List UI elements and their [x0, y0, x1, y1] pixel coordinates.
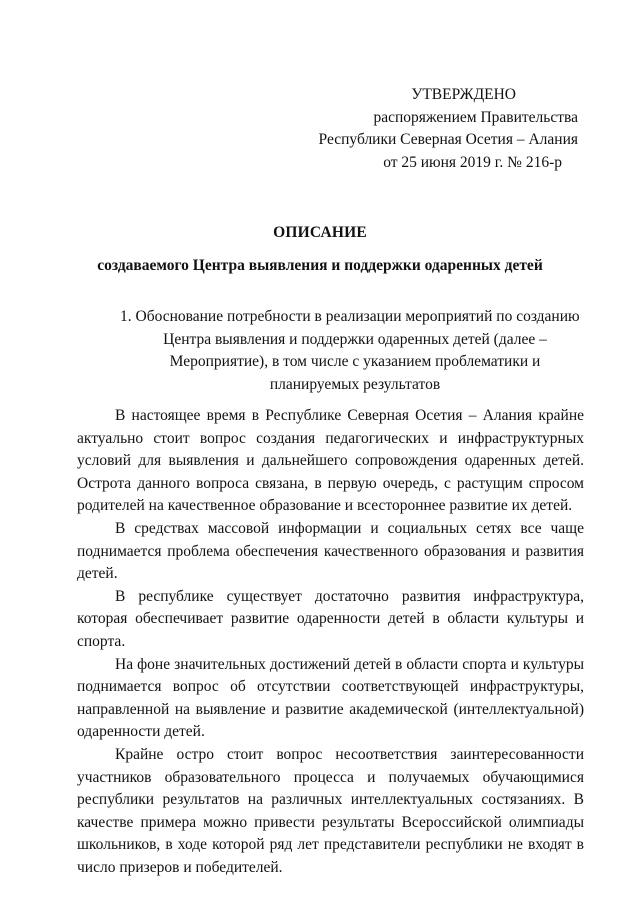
section-heading-line: Мероприятие), в том числе с указанием проблематики и — [169, 353, 541, 370]
section-heading-line: Центра выявления и поддержки одаренных детей (далее – — [163, 330, 547, 348]
section-heading-line: планируемых результатов — [269, 375, 441, 393]
paragraph: На фоне значительных достижений детей в области спорта и культуры поднимается вопрос об отсутствии соответствующей инфраструктуры, направленной на выявление и развитие академической (интеллектуальной) одаренности детей. — [77, 655, 584, 741]
body-text — [77, 405, 584, 879]
section-heading-line: 1. Обоснование потребности в реализации мероприятий по созданию — [120, 308, 580, 325]
approval-authority: распоряжением Правительства — [373, 108, 578, 126]
paragraph: Крайне остро стоит вопрос несоответствия заинтересованности участников образовательного процесса и получаемых обучающимися республики результатов на различных интеллектуальных состязаниях. В качестве примера можно привести результаты Всероссийской олимпиады школьников, в ходе которой ряд лет представители республики не входят в число призеров и победителей. — [77, 745, 584, 876]
paragraph: В средствах массовой информации и социальных сетях все чаще поднимается проблема обеспечения качественного образования и развития детей. — [77, 519, 584, 583]
document-title: ОПИСАНИЕ — [273, 224, 367, 241]
approval-heading: УТВЕРЖДЕНО — [411, 86, 516, 103]
approval-region: Республики Северная Осетия – Алания — [318, 131, 578, 148]
document-subtitle: создаваемого Центра выявления и поддержки одаренных детей — [97, 257, 543, 274]
paragraph: В республике существует достаточно развития инфраструктура, которая обеспечивает развитие одаренности детей в области культуры и спорта. — [77, 587, 584, 650]
section-heading — [120, 306, 590, 396]
approval-block — [319, 84, 578, 174]
paragraph: В настоящее время в Республике Северная Осетия – Алания крайне актуально стоит вопрос создания педагогических и инфраструктурных условий для выявления и дальнейшего сопровождения одаренных детей. Острота данного вопроса связана, в первую очередь, с растущим спросом родителей на качественное образование и всестороннее развитие их детей. — [77, 407, 584, 515]
approval-date: от 25 июня 2019 г. № 216-р — [383, 153, 562, 171]
